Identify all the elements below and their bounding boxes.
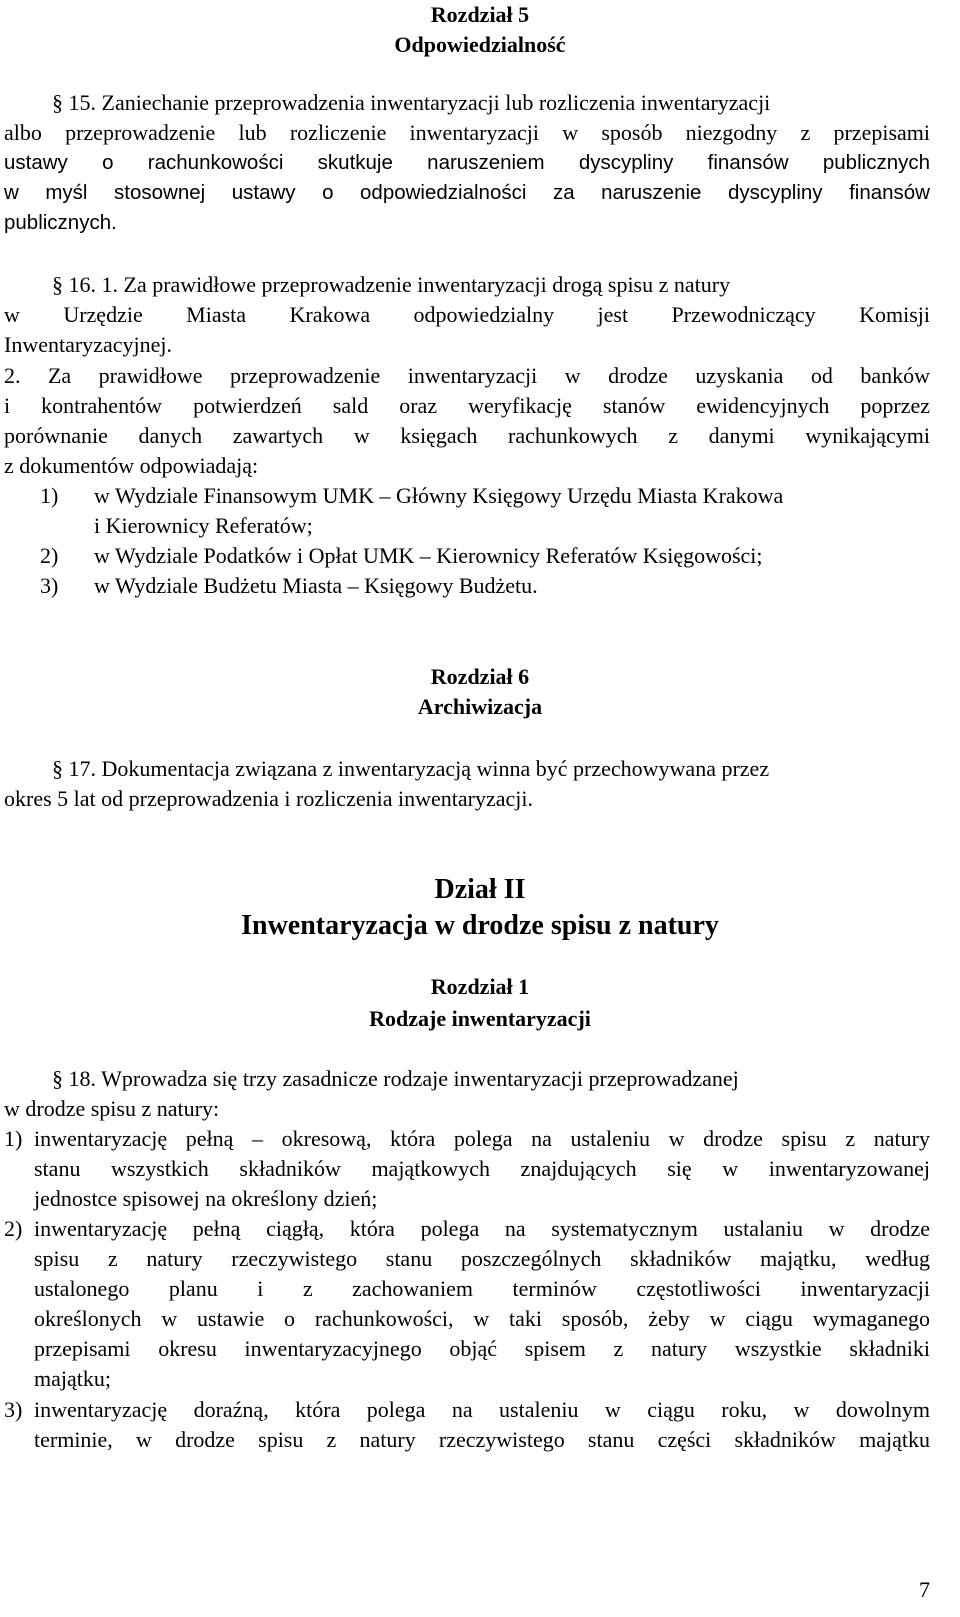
paragraph-16-line-4: 2. Za prawidłowe przeprowadzenie inwentaryzacji w drodze uzyskania od banków xyxy=(4,363,930,388)
list-item-text: w Wydziale Budżetu Miasta – Księgowy Budżetu. xyxy=(94,573,538,598)
paragraph-18-line-2: w drodze spisu z natury: xyxy=(4,1096,220,1121)
list-item-text: określonych w ustawie o rachunkowości, w taki sposób, żeby w ciągu wymaganego xyxy=(34,1306,930,1331)
list-item-number: 3) xyxy=(40,573,59,598)
list-item-text: inwentaryzację pełną ciągłą, która polega na systematycznym ustalaniu w drodze xyxy=(34,1216,930,1241)
page-number: 7 xyxy=(919,1577,930,1602)
list-item-text: ustalonego planu i z zachowaniem terminów częstotliwości inwentaryzacji xyxy=(34,1276,930,1301)
paragraph-18-line-1: § 18. Wprowadza się trzy zasadnicze rodzaje inwentaryzacji przeprowadzanej xyxy=(52,1064,930,1094)
paragraph-15-line-3: ustawy o rachunkowości skutkuje naruszeniem dyscypliny finansów publicznych xyxy=(4,151,930,174)
chapter-6-title: Rozdział 6 xyxy=(430,664,530,689)
paragraph-17-line-1: § 17. Dokumentacja związana z inwentaryzacją winna być przechowywana przez xyxy=(52,754,930,784)
paragraph-16-line-6: porównanie danych zawartych w księgach rachunkowych z danymi wynikającymi xyxy=(4,423,930,448)
section-sign: § xyxy=(52,756,63,781)
section-sign: § xyxy=(52,90,63,115)
paragraph-16-line-5: i kontrahentów potwierdzeń sald oraz weryfikację stanów ewidencyjnych poprzez xyxy=(4,393,930,418)
paragraph-16-line-7: z dokumentów odpowiadają: xyxy=(4,453,259,478)
list-item-text: majątku; xyxy=(34,1366,111,1391)
division-subtitle: Inwentaryzacja w drodze spisu z natury xyxy=(241,910,719,941)
paragraph-16-line-2: w Urzędzie Miasta Krakowa odpowiedzialny jest Przewodniczący Komisji xyxy=(4,302,930,327)
list-item-text: inwentaryzację doraźną, która polega na ustaleniu w ciągu roku, w dowolnym xyxy=(34,1397,930,1422)
paragraph-15-line-5: publicznych. xyxy=(4,211,117,234)
list-item-number: 1) xyxy=(40,483,59,508)
section-sign: § xyxy=(52,272,63,297)
paragraph-16-line-1: § 16. 1. Za prawidłowe przeprowadzenie inwentaryzacji drogą spisu z natury xyxy=(52,270,930,300)
list-item-text: inwentaryzację pełną – okresową, która polega na ustaleniu w drodze spisu z natury xyxy=(34,1126,930,1151)
paragraph-17-line-2: okres 5 lat od przeprowadzenia i rozliczenia inwentaryzacji. xyxy=(4,786,533,811)
paragraph-15-line-4: w myśl stosownej ustawy o odpowiedzialności za naruszenie dyscypliny finansów xyxy=(4,181,930,204)
chapter-1-title: Rozdział 1 xyxy=(430,974,530,999)
list-item-text: spisu z natury rzeczywistego stanu poszczególnych składników majątku, według xyxy=(34,1246,930,1271)
list-item-number: 1) xyxy=(4,1126,23,1151)
chapter-5-subtitle: Odpowiedzialność xyxy=(394,32,566,57)
paragraph-16-line-3: Inwentaryzacyjnej. xyxy=(4,332,172,357)
list-item-number: 2) xyxy=(40,543,59,568)
list-item-number: 3) xyxy=(4,1397,23,1422)
list-item-text: i Kierownicy Referatów; xyxy=(94,513,313,538)
list-item-number: 2) xyxy=(4,1216,23,1241)
paragraph-15-line-2: albo przeprowadzenie lub rozliczenie inwentaryzacji w sposób niezgodny z przepisami xyxy=(4,120,930,145)
section-sign: § xyxy=(52,1066,63,1091)
list-item-text: jednostce spisowej na określony dzień; xyxy=(34,1186,378,1211)
chapter-1-subtitle: Rodzaje inwentaryzacji xyxy=(369,1006,591,1031)
list-item-text: terminie, w drodze spisu z natury rzeczywistego stanu części składników majątku xyxy=(34,1427,930,1452)
chapter-6-subtitle: Archiwizacja xyxy=(417,694,543,719)
chapter-5-title: Rozdział 5 xyxy=(430,2,530,27)
list-item-text: w Wydziale Finansowym UMK – Główny Księgowy Urzędu Miasta Krakowa xyxy=(94,483,784,508)
division-title: Dział II xyxy=(434,874,526,905)
list-item-text: stanu wszystkich składników majątkowych znajdujących się w inwentaryzowanej xyxy=(34,1156,930,1181)
paragraph-15-line-1: § 15. Zaniechanie przeprowadzenia inwentaryzacji lub rozliczenia inwentaryzacji xyxy=(52,88,930,118)
list-item-text: przepisami okresu inwentaryzacyjnego objąć spisem z natury wszystkie składniki xyxy=(34,1336,930,1361)
list-item-text: w Wydziale Podatków i Opłat UMK – Kierownicy Referatów Księgowości; xyxy=(94,543,763,568)
